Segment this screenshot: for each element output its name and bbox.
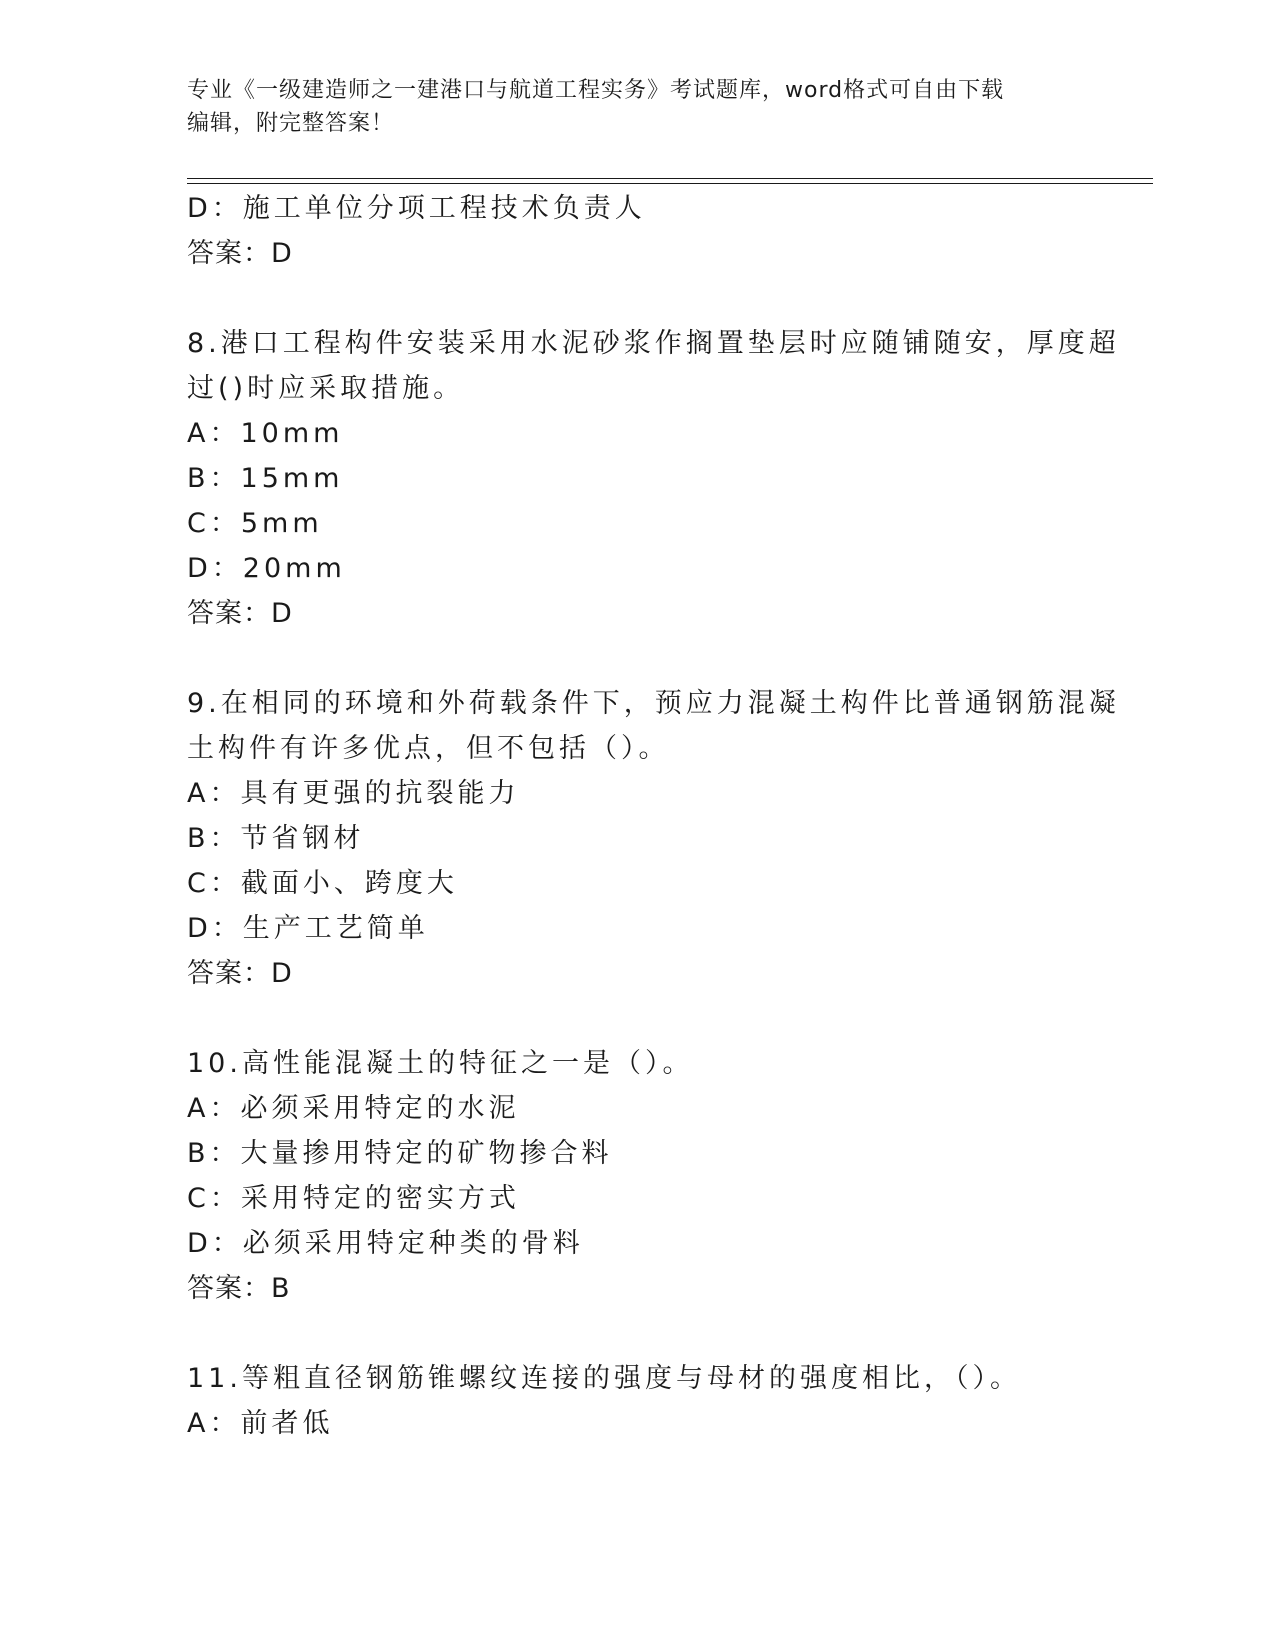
q10-option-a: A：必须采用特定的水泥	[187, 1093, 520, 1124]
q8-option-b: B：15mm	[187, 463, 344, 494]
q11-option-a: A：前者低	[187, 1408, 334, 1439]
q8-answer: 答案：D	[187, 598, 293, 629]
q7-answer: 答案：D	[187, 238, 293, 269]
q10-option-b: B：大量掺用特定的矿物掺合料	[187, 1138, 613, 1169]
q8-option-d: D：20mm	[187, 553, 346, 584]
q9-option-b: B：节省钢材	[187, 823, 365, 854]
q9-stem-line-2: 土构件有许多优点，但不包括（）。	[187, 733, 670, 764]
q7-option-d: D：施工单位分项工程技术负责人	[187, 193, 646, 224]
q10-option-c: C：采用特定的密实方式	[187, 1183, 520, 1214]
q9-option-d: D：生产工艺简单	[187, 913, 429, 944]
q8-stem-line-2: 过()时应采取措施。	[187, 373, 465, 404]
q10-answer: 答案：B	[187, 1273, 291, 1304]
q10-option-d: D：必须采用特定种类的骨料	[187, 1228, 584, 1259]
header-line-2: 编辑，附完整答案！	[187, 111, 395, 136]
header-line-1: 专业《一级建造师之一建港口与航道工程实务》考试题库，word格式可自由下载	[187, 78, 1005, 103]
q10-stem-line-1: 10.高性能混凝土的特征之一是（）。	[187, 1048, 694, 1079]
q8-stem-line-1: 8.港口工程构件安装采用水泥砂浆作搁置垫层时应随铺随安，厚度超	[187, 328, 1120, 359]
q9-option-c: C：截面小、跨度大	[187, 868, 458, 899]
q8-option-a: A：10mm	[187, 418, 344, 449]
q9-stem-line-1: 9.在相同的环境和外荷载条件下，预应力混凝土构件比普通钢筋混凝	[187, 688, 1120, 719]
q9-answer: 答案：D	[187, 958, 293, 989]
q8-option-c: C：5mm	[187, 508, 323, 539]
header-divider-top	[187, 178, 1153, 179]
document-header	[187, 74, 1087, 140]
q11-stem-line-1: 11.等粗直径钢筋锥螺纹连接的强度与母材的强度相比，（）。	[187, 1363, 1021, 1394]
q9-option-a: A：具有更强的抗裂能力	[187, 778, 520, 809]
header-divider-bottom	[187, 183, 1153, 184]
